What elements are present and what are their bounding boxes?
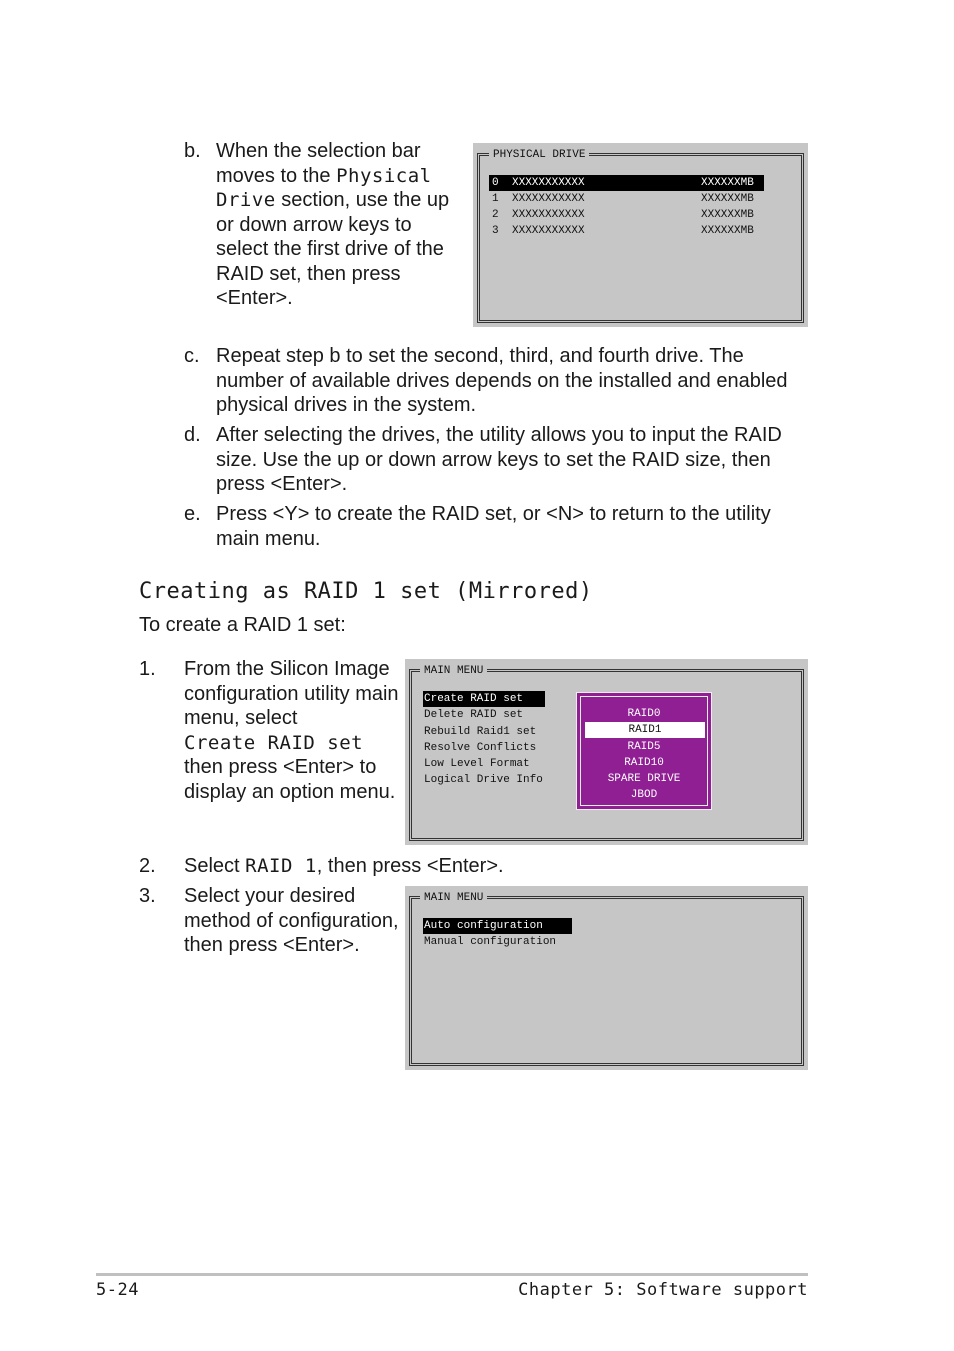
drive-name: XXXXXXXXXXX [512,225,585,237]
menu-item-create-raid[interactable]: Create RAID set [423,691,545,707]
step-b-term: Physical Drive [216,164,432,211]
config-menu-screen [405,886,808,1070]
drive-row-1[interactable] [489,191,764,207]
step-d-marker: d. [184,424,201,446]
menu-item-resolve-conflicts[interactable]: Resolve Conflicts [424,742,537,754]
popup-option-raid10[interactable]: RAID10 [624,757,664,769]
step-b-text [216,139,461,311]
footer-rule [96,1273,808,1276]
config-menu-caption: MAIN MENU [420,892,487,905]
step-e-marker: e. [184,503,201,525]
drive-index: 0 [492,177,499,189]
step-c-marker: c. [184,345,200,367]
step-1-term: Create RAID set [184,731,364,754]
drive-size: XXXXXXMB [701,209,754,221]
drive-name: XXXXXXXXXXX [512,177,585,189]
step-2-post: , then press <Enter>. [316,855,504,877]
popup-option-spare-drive[interactable]: SPARE DRIVE [607,773,681,785]
menu-item-rebuild-raid1[interactable]: Rebuild Raid1 set [424,726,537,738]
section-intro: To create a RAID 1 set: [139,614,346,636]
raid-level-popup [576,692,712,810]
drive-row-3[interactable] [489,223,764,239]
drive-row-0[interactable] [489,175,764,191]
step-b-marker: b. [184,140,201,162]
popup-option-raid0[interactable]: RAID0 [627,708,661,720]
drive-size: XXXXXXMB [701,177,754,189]
drive-index: 2 [492,209,499,221]
drive-row-2[interactable] [489,207,764,223]
step-1-text [184,657,402,804]
menu-item-auto-configuration[interactable]: Auto configuration [423,918,572,934]
drive-index: 1 [492,193,499,205]
menu-item-logical-drive-info[interactable]: Logical Drive Info [424,774,543,786]
step-3-text: Select your desired method of configuration, then press <Enter>. [184,885,399,956]
step-e-text: Press <Y> to create the RAID set, or <N> to return to the utility main menu. [216,503,771,550]
popup-option-raid5[interactable]: RAID5 [627,741,661,753]
popup-option-jbod[interactable]: JBOD [630,789,658,801]
drive-size: XXXXXXMB [701,193,754,205]
chapter-title: Chapter 5: Software support [518,1280,808,1300]
drive-name: XXXXXXXXXXX [512,209,585,221]
step-1-marker: 1. [139,658,156,680]
drive-name: XXXXXXXXXXX [512,193,585,205]
step-c-text: Repeat step b to set the second, third, and fourth drive. The number of available drives depends on the installed and enabled physical drives in the system. [216,345,788,416]
section-title: Creating as RAID 1 set (Mirrored) [139,579,593,604]
step-2-marker: 2. [139,855,156,877]
step-2-term: RAID 1 [245,855,317,877]
physical-drive-screen [473,143,808,327]
main-menu-caption: MAIN MENU [420,665,487,678]
menu-item-manual-configuration[interactable]: Manual configuration [424,936,557,948]
step-b-pre: When the selection bar moves to the [216,140,421,187]
page-number: 5-24 [96,1280,139,1300]
menu-item-delete-raid[interactable]: Delete RAID set [424,709,524,721]
step-b-post: section, use the up or down arrow keys to select the first drive of the RAID set, then press <Enter>. [216,189,450,309]
drive-size: XXXXXXMB [701,225,754,237]
popup-option-raid1[interactable]: RAID1 [585,722,705,738]
menu-item-low-level-format[interactable]: Low Level Format [424,758,530,770]
physical-drive-caption: PHYSICAL DRIVE [489,149,589,162]
step-3-marker: 3. [139,885,156,907]
main-menu-screen [405,659,808,845]
step-d-text: After selecting the drives, the utility allows you to input the RAID size. Use the up or down arrow keys to set the RAID size, then press <Enter>. [216,424,782,495]
step-1-post: then press <Enter> to display an option menu. [184,756,396,803]
step-1-pre: From the Silicon Image configuration utility main menu, select [184,658,399,729]
step-2-pre: Select [184,855,246,877]
step-2-text [184,854,784,879]
drive-index: 3 [492,225,499,237]
